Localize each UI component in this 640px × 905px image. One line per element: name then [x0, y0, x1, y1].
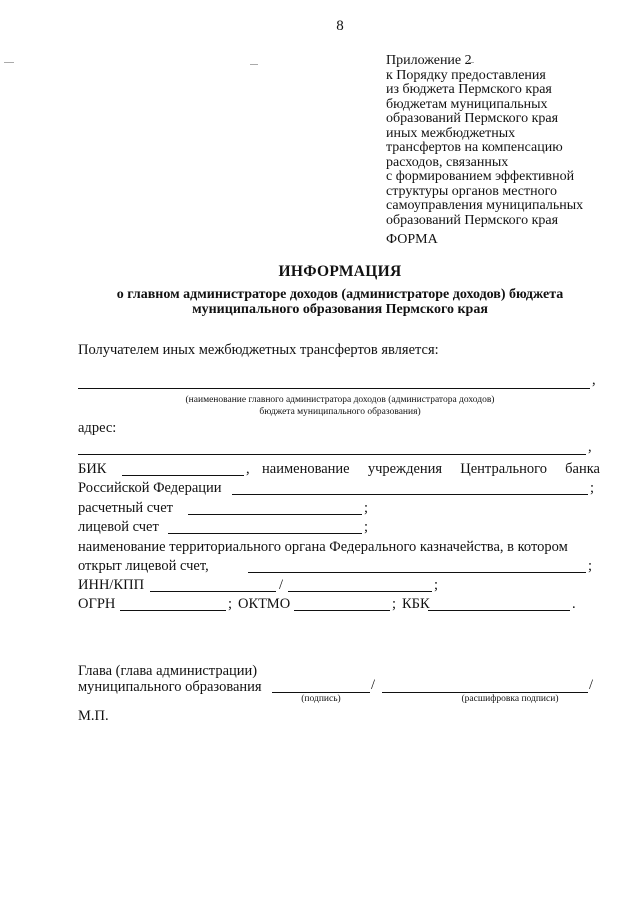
decoding-hint: (расшифровка подписи)	[461, 694, 559, 704]
subtitle-line: муниципального образования Пермского края	[192, 302, 488, 317]
appendix-line: образований Пермского края	[386, 212, 559, 228]
signatory-line: Глава (глава администрации)	[78, 663, 258, 679]
stamp-label: М.П.	[78, 708, 109, 724]
treasury-text-cont: открыт лицевой счет,	[78, 558, 209, 574]
bank-text: наименование учреждения Центрального банка	[262, 461, 600, 477]
document-title: ИНФОРМАЦИЯ	[278, 263, 402, 280]
inn-field[interactable]	[150, 591, 276, 592]
address-label: адрес:	[78, 420, 117, 436]
ogrn-field[interactable]	[120, 610, 226, 611]
page-number: 8	[336, 18, 344, 34]
appendix-line: к Порядку предоставления	[386, 67, 546, 83]
appendix-line: из бюджета Пермского края	[386, 82, 552, 97]
slash: /	[371, 677, 376, 693]
appendix-line: иных межбюджетных	[386, 125, 516, 141]
ogrn-label: ОГРН	[78, 596, 116, 612]
slash: /	[279, 577, 284, 593]
recipient-name-field[interactable]	[78, 388, 590, 389]
signature-field[interactable]	[272, 692, 370, 693]
bik-field[interactable]	[122, 475, 244, 476]
recipient-hint	[100, 394, 580, 418]
semicolon: ;	[364, 500, 369, 516]
appendix-line: трансфертов на компенсацию	[386, 140, 563, 155]
inn-kpp-label: ИНН/КПП	[78, 577, 145, 593]
signature-hint: (подпись)	[301, 694, 341, 704]
subtitle-line: о главном администраторе доходов (администраторе доходов) бюджета	[116, 287, 564, 302]
settlement-account-label: расчетный счет	[78, 500, 173, 516]
scan-mark	[250, 64, 258, 65]
address-field[interactable]	[78, 454, 586, 455]
semicolon: ;	[434, 577, 439, 593]
recipient-text: Получателем иных межбюджетных трансфертов является:	[78, 342, 439, 358]
appendix-line: структуры органов местного	[386, 183, 557, 199]
period: .	[572, 596, 576, 612]
slash: /	[589, 677, 594, 693]
form-label: ФОРМА	[386, 232, 438, 247]
appendix-block	[386, 54, 583, 228]
kbk-label: КБК	[402, 596, 430, 612]
bank-text-cont: Российской Федерации	[78, 480, 222, 496]
semicolon: ;	[588, 558, 593, 574]
settlement-account-field[interactable]	[188, 514, 362, 515]
signature-decoding-field[interactable]	[382, 692, 588, 693]
comma: ,	[588, 439, 592, 455]
semicolon: ;	[590, 480, 595, 496]
kpp-field[interactable]	[288, 591, 432, 592]
semicolon: ;	[392, 596, 397, 612]
bik-label: БИК	[78, 461, 107, 477]
bank-name-field[interactable]	[232, 494, 588, 495]
scan-mark	[4, 62, 14, 63]
hint-line: (наименование главного администратора доходов (администратора доходов)	[185, 395, 495, 405]
signatory-title	[78, 663, 262, 695]
kbk-field[interactable]	[428, 610, 570, 611]
document-subtitle	[60, 287, 620, 317]
appendix-line: бюджетам муниципальных	[386, 96, 548, 112]
semicolon: ;	[364, 519, 369, 535]
treasury-text: наименование территориального органа Федерального казначейства, в котором	[78, 539, 568, 555]
appendix-line: Приложение 2	[386, 53, 472, 68]
oktmo-field[interactable]	[294, 610, 390, 611]
comma: ,	[246, 461, 250, 477]
comma: ,	[592, 372, 596, 388]
signatory-line: муниципального образования	[78, 679, 262, 695]
appendix-line: с формированием эффективной	[386, 169, 575, 184]
appendix-line: расходов, связанных	[386, 154, 509, 170]
personal-account-field[interactable]	[168, 533, 362, 534]
treasury-field[interactable]	[248, 572, 586, 573]
hint-line: бюджета муниципального образования)	[259, 407, 421, 417]
oktmo-label: ОКТМО	[238, 596, 291, 612]
appendix-line: самоуправления муниципальных	[386, 198, 584, 213]
personal-account-label: лицевой счет	[78, 519, 159, 535]
appendix-line: образований Пермского края	[386, 111, 559, 126]
semicolon: ;	[228, 596, 233, 612]
